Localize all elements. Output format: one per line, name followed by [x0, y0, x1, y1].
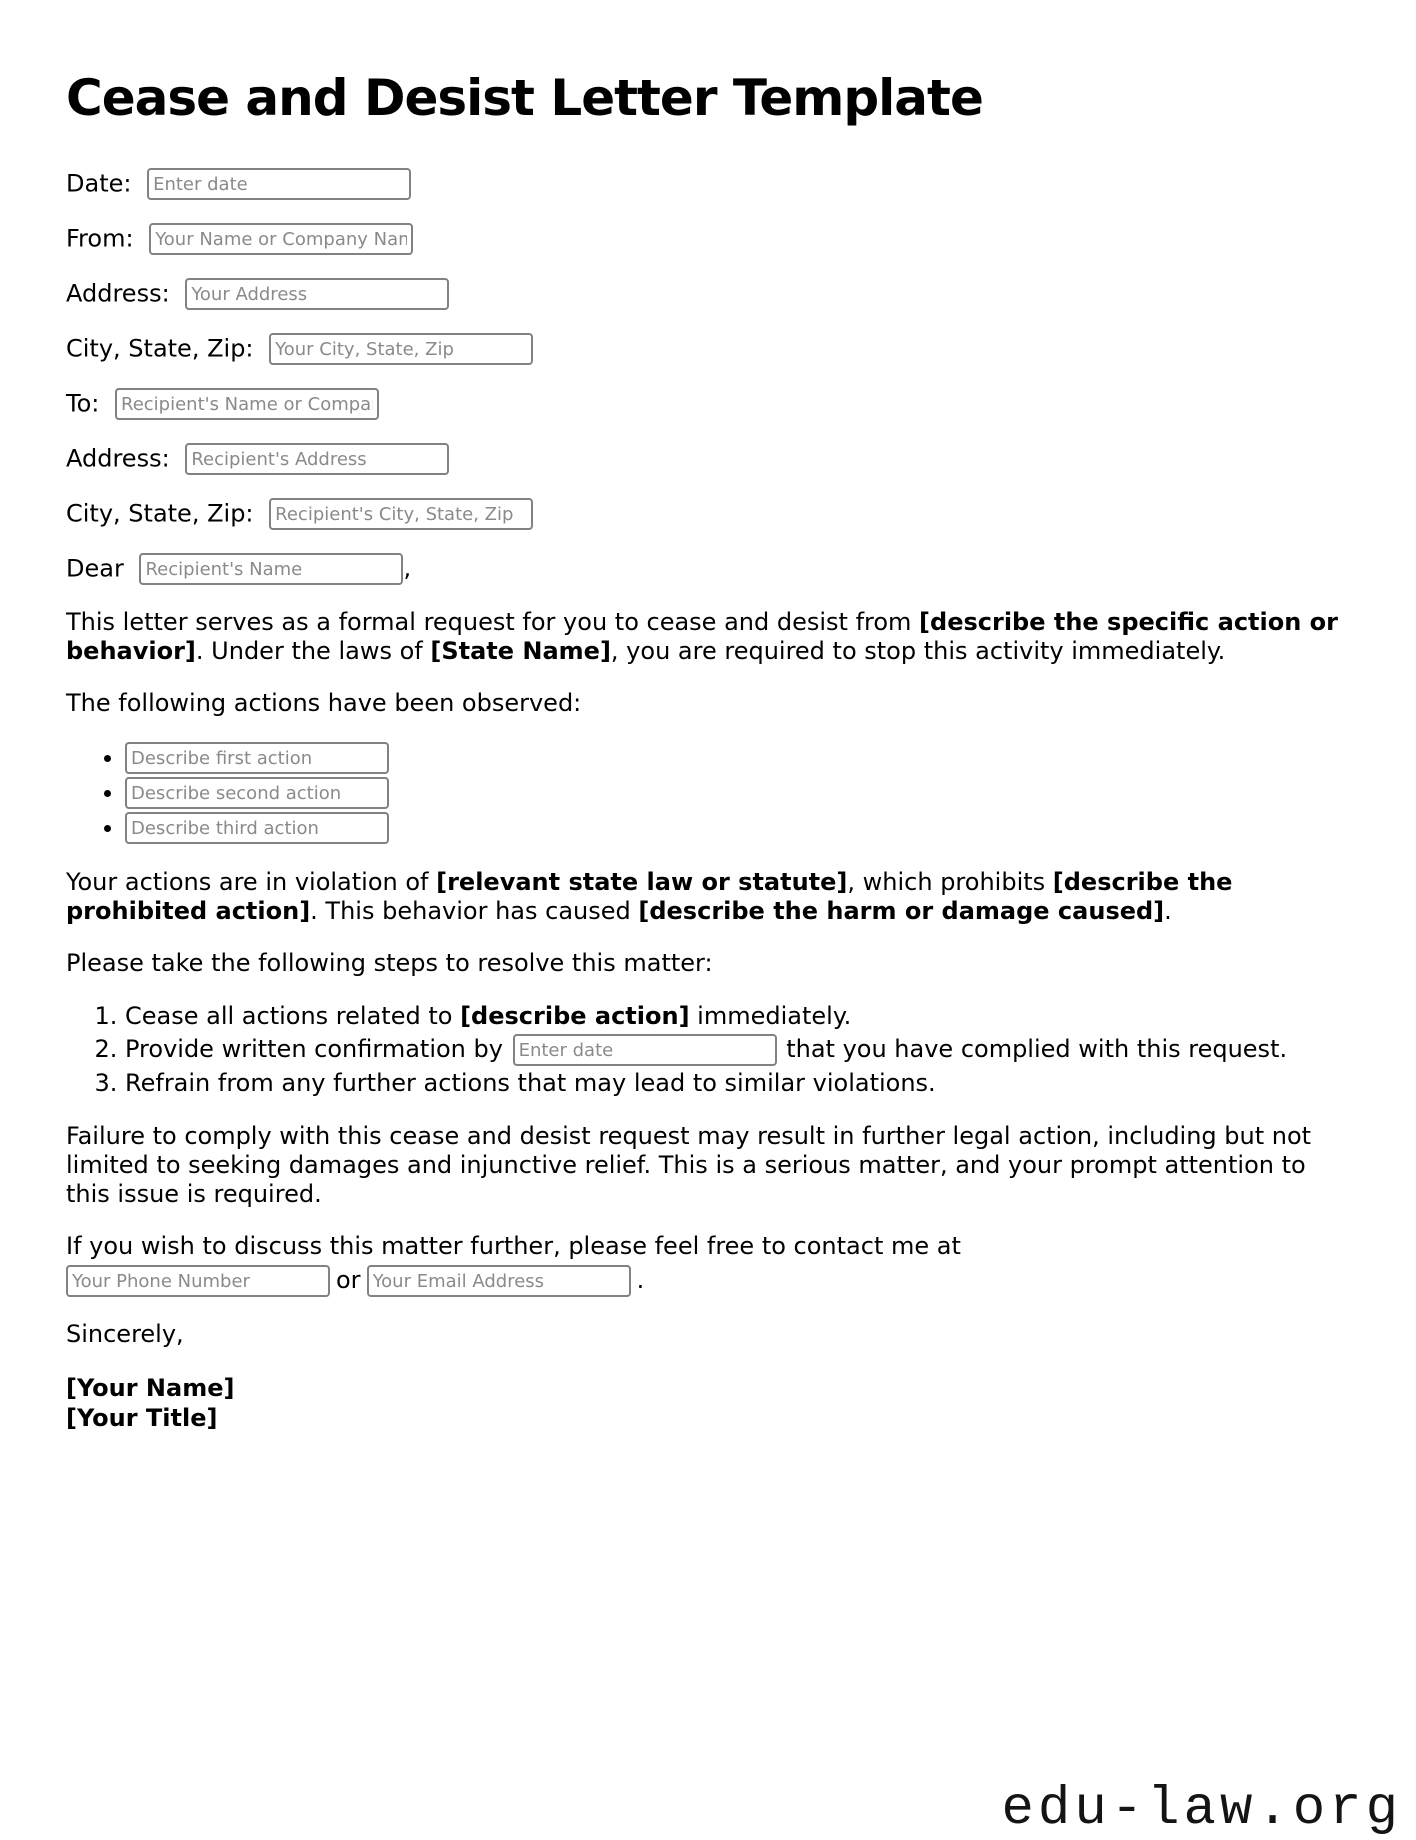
- sender-csz-label: City, State, Zip:: [66, 334, 254, 363]
- step-item-2: [125, 1034, 1350, 1066]
- step1-text-2: immediately.: [689, 1002, 852, 1030]
- intro-paragraph: [66, 608, 1350, 666]
- signature-title: [Your Title]: [66, 1404, 218, 1432]
- violation-text-2: , which prohibits: [847, 868, 1053, 896]
- to-input[interactable]: [115, 388, 379, 420]
- date-field-row: [66, 168, 1350, 200]
- step-item-3: [125, 1069, 1350, 1098]
- step-item-1: [125, 1002, 1350, 1031]
- recipient-address-input[interactable]: [185, 443, 449, 475]
- contact-inputs-line: [66, 1265, 1350, 1297]
- signature-block: [66, 1373, 1350, 1433]
- sender-csz-field-row: [66, 333, 1350, 365]
- sender-address-label: Address:: [66, 279, 170, 308]
- observed-actions-heading: The following actions have been observed:: [66, 689, 582, 717]
- email-input[interactable]: [367, 1265, 631, 1297]
- sender-address-field-row: [66, 278, 1350, 310]
- recipient-csz-field-row: [66, 498, 1350, 530]
- step3-text: Refrain from any further actions that may lead to similar violations.: [125, 1069, 936, 1097]
- recipient-address-label: Address:: [66, 444, 170, 473]
- placeholder-token-action: [describe the specific action or behavior]: [66, 608, 1338, 665]
- from-label: From:: [66, 224, 134, 253]
- from-field-row: [66, 223, 1350, 255]
- recipient-csz-label: City, State, Zip:: [66, 499, 254, 528]
- failure-paragraph: Failure to comply with this cease and desist request may result in further legal action, including but not limited to seeking damages and injunctive relief. This is a serious matter, and your prompt attention to this issue is required.: [66, 1122, 1312, 1208]
- violation-text-3: . This behavior has caused: [310, 897, 639, 925]
- third-action-input[interactable]: [125, 812, 389, 844]
- recipient-csz-input[interactable]: [269, 498, 533, 530]
- date-label: Date:: [66, 169, 132, 198]
- placeholder-token-step-action: [describe action]: [460, 1002, 690, 1030]
- recipient-address-field-row: [66, 443, 1350, 475]
- intro-text-3: , you are required to stop this activity immediately.: [610, 637, 1226, 665]
- sender-csz-input[interactable]: [269, 333, 533, 365]
- violation-text-1: Your actions are in violation of: [66, 868, 437, 896]
- steps-heading: Please take the following steps to resolve this matter:: [66, 949, 713, 977]
- salutation-comma: ,: [403, 554, 412, 582]
- placeholder-token-harm: [describe the harm or damage caused]: [638, 897, 1165, 925]
- violation-text-4: .: [1164, 897, 1172, 925]
- closing-text: Sincerely,: [66, 1320, 184, 1348]
- placeholder-token-law: [relevant state law or statute]: [436, 868, 848, 896]
- violation-paragraph: [66, 868, 1350, 926]
- sender-address-input[interactable]: [185, 278, 449, 310]
- action-item-2: [125, 777, 1350, 809]
- placeholder-token-state: [State Name]: [430, 637, 611, 665]
- observed-actions-list: [66, 742, 1350, 844]
- salutation-row: [66, 553, 1350, 585]
- step2-text-1: Provide written confirmation by: [125, 1035, 511, 1063]
- phone-input[interactable]: [66, 1265, 330, 1297]
- to-label: To:: [66, 389, 100, 418]
- intro-text-2: . Under the laws of: [195, 637, 431, 665]
- placeholder-token-prohibited: [describe the prohibited action]: [66, 868, 1233, 925]
- or-text: or: [336, 1266, 361, 1294]
- salutation-name-input[interactable]: [139, 553, 403, 585]
- action-item-1: [125, 742, 1350, 774]
- watermark-text: edu-law.org: [1001, 1779, 1402, 1840]
- first-action-input[interactable]: [125, 742, 389, 774]
- intro-text-1: This letter serves as a formal request for you to cease and desist from: [66, 608, 920, 636]
- action-item-3: [125, 812, 1350, 844]
- signature-name: [Your Name]: [66, 1374, 235, 1402]
- second-action-input[interactable]: [125, 777, 389, 809]
- from-input[interactable]: [149, 223, 413, 255]
- date-input[interactable]: [147, 168, 411, 200]
- confirmation-date-input[interactable]: [513, 1034, 777, 1066]
- contact-text: If you wish to discuss this matter further, please feel free to contact me at: [66, 1232, 961, 1260]
- contact-period: .: [636, 1266, 645, 1294]
- page-title: Cease and Desist Letter Template: [66, 69, 983, 127]
- to-field-row: [66, 388, 1350, 420]
- step1-text-1: Cease all actions related to: [125, 1002, 461, 1030]
- salutation-label: Dear: [66, 554, 124, 583]
- step2-text-2: that you have complied with this request.: [778, 1035, 1288, 1063]
- contact-paragraph: [66, 1232, 1350, 1297]
- steps-list: [66, 1002, 1350, 1098]
